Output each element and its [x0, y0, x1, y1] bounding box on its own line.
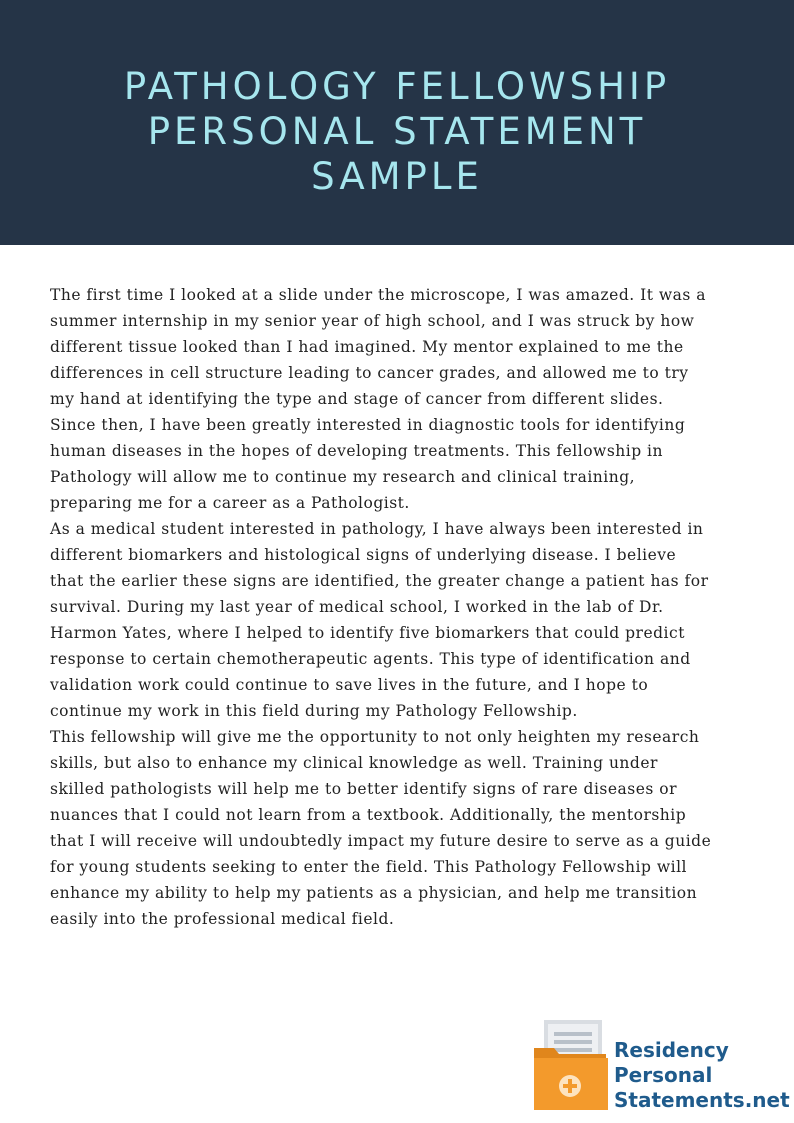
body-line: Pathology will allow me to continue my research and clinical training,	[50, 468, 636, 486]
body-line: human diseases in the hopes of developing treatments. This fellowship in	[50, 442, 663, 460]
body-line: my hand at identifying the type and stage of cancer from different slides.	[50, 390, 664, 408]
body-line: that I will receive will undoubtedly impact my future desire to serve as a guide	[50, 832, 712, 850]
body-line: Harmon Yates, where I helped to identify five biomarkers that could predict	[50, 624, 685, 642]
body-line: response to certain chemotherapeutic agents. This type of identification and	[50, 650, 691, 668]
logo-line-1: Residency	[614, 1038, 729, 1062]
page-title	[0, 64, 794, 199]
body-line: nuances that I could not learn from a textbook. Additionally, the mentorship	[50, 806, 687, 824]
body-line: skilled pathologists will help me to better identify signs of rare diseases or	[50, 780, 678, 798]
body-line: easily into the professional medical field.	[50, 910, 395, 928]
body-line: The first time I looked at a slide under the microscope, I was amazed. It was a	[50, 286, 707, 304]
body-line: different biomarkers and histological signs of underlying disease. I believe	[50, 546, 677, 564]
logo-line-2: Personal	[614, 1063, 713, 1087]
logo-wordmark	[614, 1038, 790, 1113]
body-line: continue my work in this field during my Pathology Fellowship.	[50, 702, 578, 720]
title-line-1: PATHOLOGY FELLOWSHIP	[123, 65, 671, 108]
title-line-3: SAMPLE	[311, 155, 483, 198]
statement-body	[50, 282, 750, 932]
body-line: summer internship in my senior year of high school, and I was struck by how	[50, 312, 695, 330]
body-line: enhance my ability to help my patients as a physician, and help me transition	[50, 884, 698, 902]
body-line: skills, but also to enhance my clinical knowledge as well. Training under	[50, 754, 658, 772]
brand-logo[interactable]	[532, 1020, 794, 1115]
header-banner	[0, 0, 794, 245]
body-line: preparing me for a career as a Pathologist.	[50, 494, 410, 512]
body-line: for young students seeking to enter the field. This Pathology Fellowship will	[50, 858, 687, 876]
body-line: This fellowship will give me the opportunity to not only heighten my research	[50, 728, 700, 746]
body-line: As a medical student interested in pathology, I have always been interested in	[50, 520, 704, 538]
body-line: that the earlier these signs are identified, the greater change a patient has for	[50, 572, 709, 590]
body-line: validation work could continue to save lives in the future, and I hope to	[50, 676, 649, 694]
body-line: differences in cell structure leading to cancer grades, and allowed me to try	[50, 364, 689, 382]
body-line: survival. During my last year of medical school, I worked in the lab of Dr.	[50, 598, 664, 616]
folder-document-plus-icon	[532, 1020, 612, 1112]
body-line: Since then, I have been greatly interested in diagnostic tools for identifying	[50, 416, 686, 434]
title-line-2: PERSONAL STATEMENT	[147, 110, 647, 153]
body-line: different tissue looked than I had imagined. My mentor explained to me the	[50, 338, 684, 356]
logo-line-3: Statements.net	[614, 1088, 790, 1112]
